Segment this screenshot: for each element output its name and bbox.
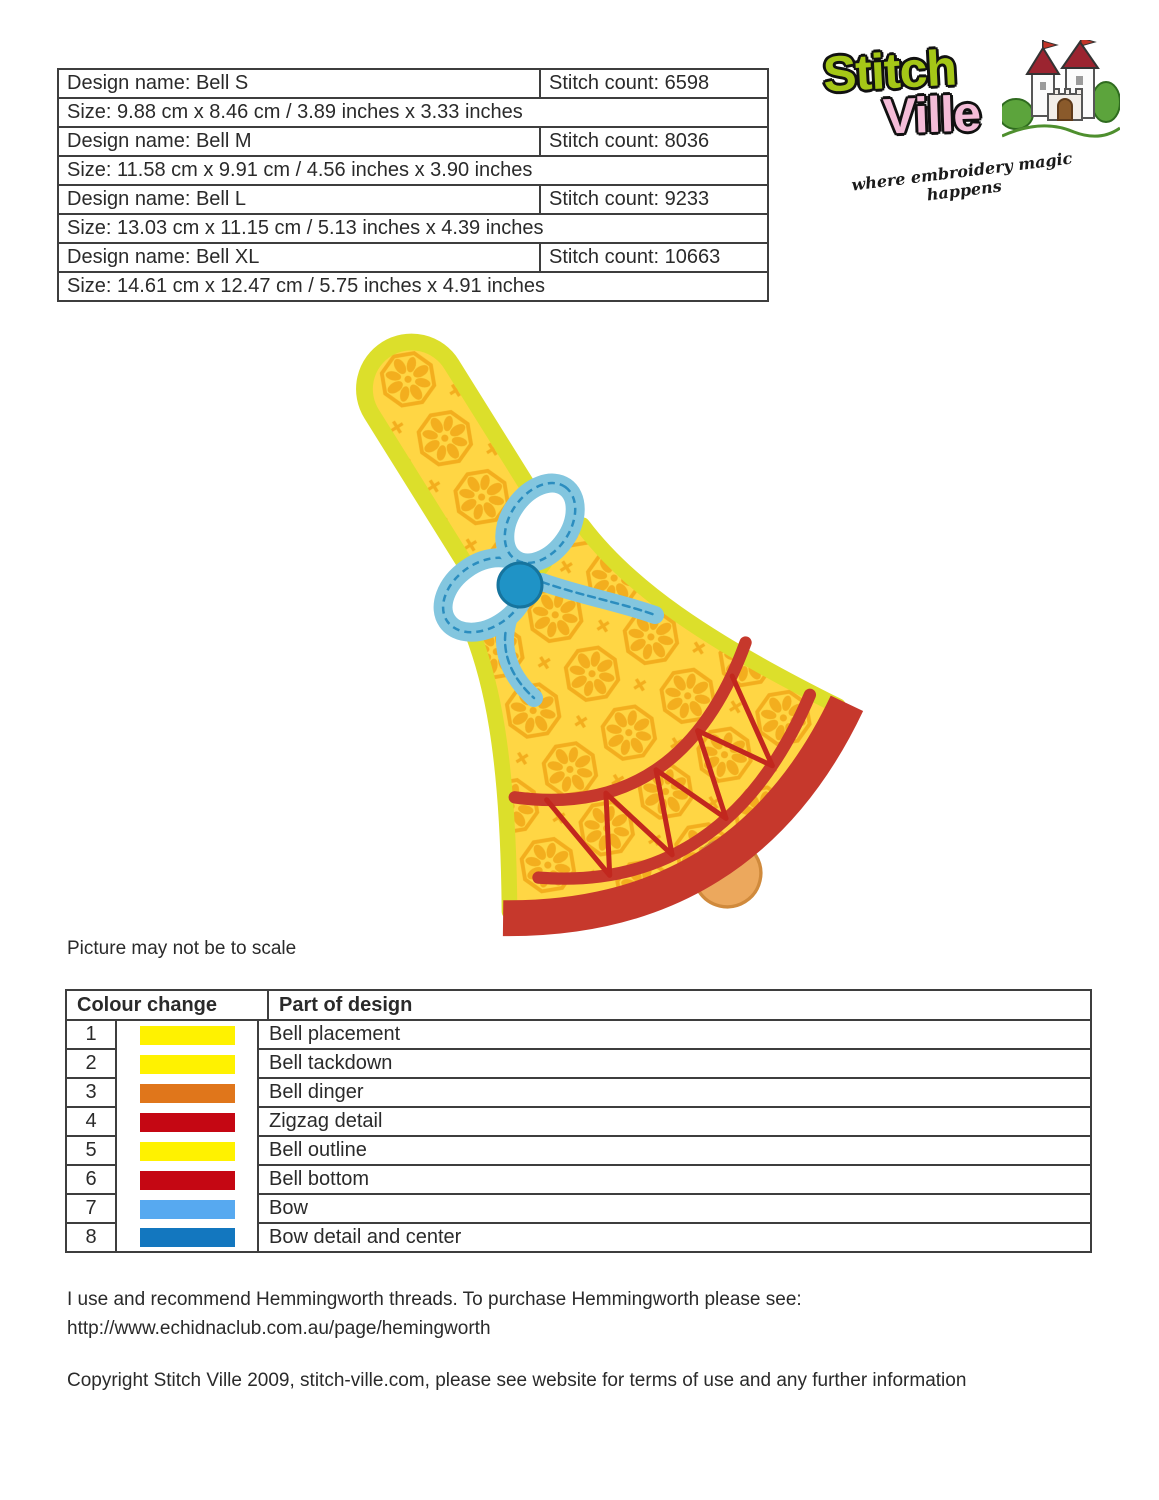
design-name: Design name: Bell L bbox=[59, 186, 541, 213]
table-row bbox=[59, 213, 767, 242]
design-name: Design name: Bell S bbox=[59, 70, 541, 97]
part-of-design-header: Part of design bbox=[279, 994, 413, 1016]
design-size: Size: 11.58 cm x 9.91 cm / 4.56 inches x 3.90 inches bbox=[67, 159, 533, 181]
stitchville-logo bbox=[805, 39, 1120, 205]
part-label: Zigzag detail bbox=[259, 1108, 1090, 1137]
table-row bbox=[59, 242, 767, 271]
stitch-count: Stitch count: 10663 bbox=[549, 246, 721, 268]
scale-note: Picture may not be to scale bbox=[67, 938, 297, 959]
stitch-count: Stitch count: 9233 bbox=[549, 188, 710, 210]
design-size: Size: 13.03 cm x 11.15 cm / 5.13 inches x 4.39 inches bbox=[67, 217, 544, 239]
thread-url: http://www.echidnaclub.com.au/page/hemingworth bbox=[67, 1318, 491, 1339]
logo-word-ville: Ville bbox=[882, 85, 981, 145]
colour-swatch bbox=[140, 1084, 235, 1103]
design-size: Size: 9.88 cm x 8.46 cm / 3.89 inches x 3.33 inches bbox=[67, 101, 523, 123]
copyright-note: Copyright Stitch Ville 2009, stitch-ville.com, please see website for terms of use and any further information bbox=[67, 1370, 967, 1391]
thread-recommendation bbox=[67, 1285, 1087, 1343]
colour-number: 3 bbox=[67, 1079, 115, 1108]
stitch-count: Stitch count: 6598 bbox=[549, 72, 710, 94]
part-label: Bell placement bbox=[259, 1021, 1090, 1050]
colour-table-header bbox=[67, 991, 1090, 1021]
colour-number: 1 bbox=[67, 1021, 115, 1050]
part-label: Bell tackdown bbox=[259, 1050, 1090, 1079]
colour-swatch bbox=[140, 1142, 235, 1161]
colour-number: 2 bbox=[67, 1050, 115, 1079]
table-row bbox=[59, 184, 767, 213]
colour-swatch bbox=[140, 1171, 235, 1190]
colour-number: 6 bbox=[67, 1166, 115, 1195]
part-label: Bell outline bbox=[259, 1137, 1090, 1166]
bow-knot bbox=[498, 563, 542, 607]
bell-illustration bbox=[270, 300, 935, 945]
colour-number: 7 bbox=[67, 1195, 115, 1224]
table-row bbox=[59, 271, 767, 300]
stitch-count: Stitch count: 8036 bbox=[549, 130, 710, 152]
table-row bbox=[59, 97, 767, 126]
design-info-table bbox=[57, 68, 769, 302]
design-size: Size: 14.61 cm x 12.47 cm / 5.75 inches x 4.91 inches bbox=[67, 275, 546, 297]
colour-swatch bbox=[140, 1113, 235, 1132]
thread-note: I use and recommend Hemmingworth threads. To purchase Hemmingworth please see: bbox=[67, 1289, 802, 1310]
part-of-design-column bbox=[259, 1021, 1090, 1251]
colour-swatch bbox=[140, 1228, 235, 1247]
part-label: Bow bbox=[259, 1195, 1090, 1224]
logo-tagline: where embroidery magic happens bbox=[850, 148, 1074, 205]
colour-change-header: Colour change bbox=[67, 991, 269, 1019]
design-name: Design name: Bell XL bbox=[59, 244, 541, 271]
table-row bbox=[59, 70, 767, 97]
part-label: Bell bottom bbox=[259, 1166, 1090, 1195]
colour-number: 5 bbox=[67, 1137, 115, 1166]
colour-swatch-column bbox=[117, 1021, 259, 1251]
part-label: Bell dinger bbox=[259, 1079, 1090, 1108]
colour-number: 4 bbox=[67, 1108, 115, 1137]
colour-number: 8 bbox=[85, 1226, 97, 1248]
part-label: Bow detail and center bbox=[269, 1226, 462, 1248]
table-row bbox=[59, 126, 767, 155]
colour-swatch bbox=[140, 1055, 235, 1074]
design-name: Design name: Bell M bbox=[59, 128, 541, 155]
colour-swatch bbox=[140, 1026, 235, 1045]
table-row bbox=[59, 155, 767, 184]
colour-change-table bbox=[65, 989, 1092, 1253]
colour-number-column bbox=[67, 1021, 117, 1251]
logo-word-stitch: Stitch bbox=[821, 39, 958, 103]
colour-swatch bbox=[140, 1200, 235, 1219]
